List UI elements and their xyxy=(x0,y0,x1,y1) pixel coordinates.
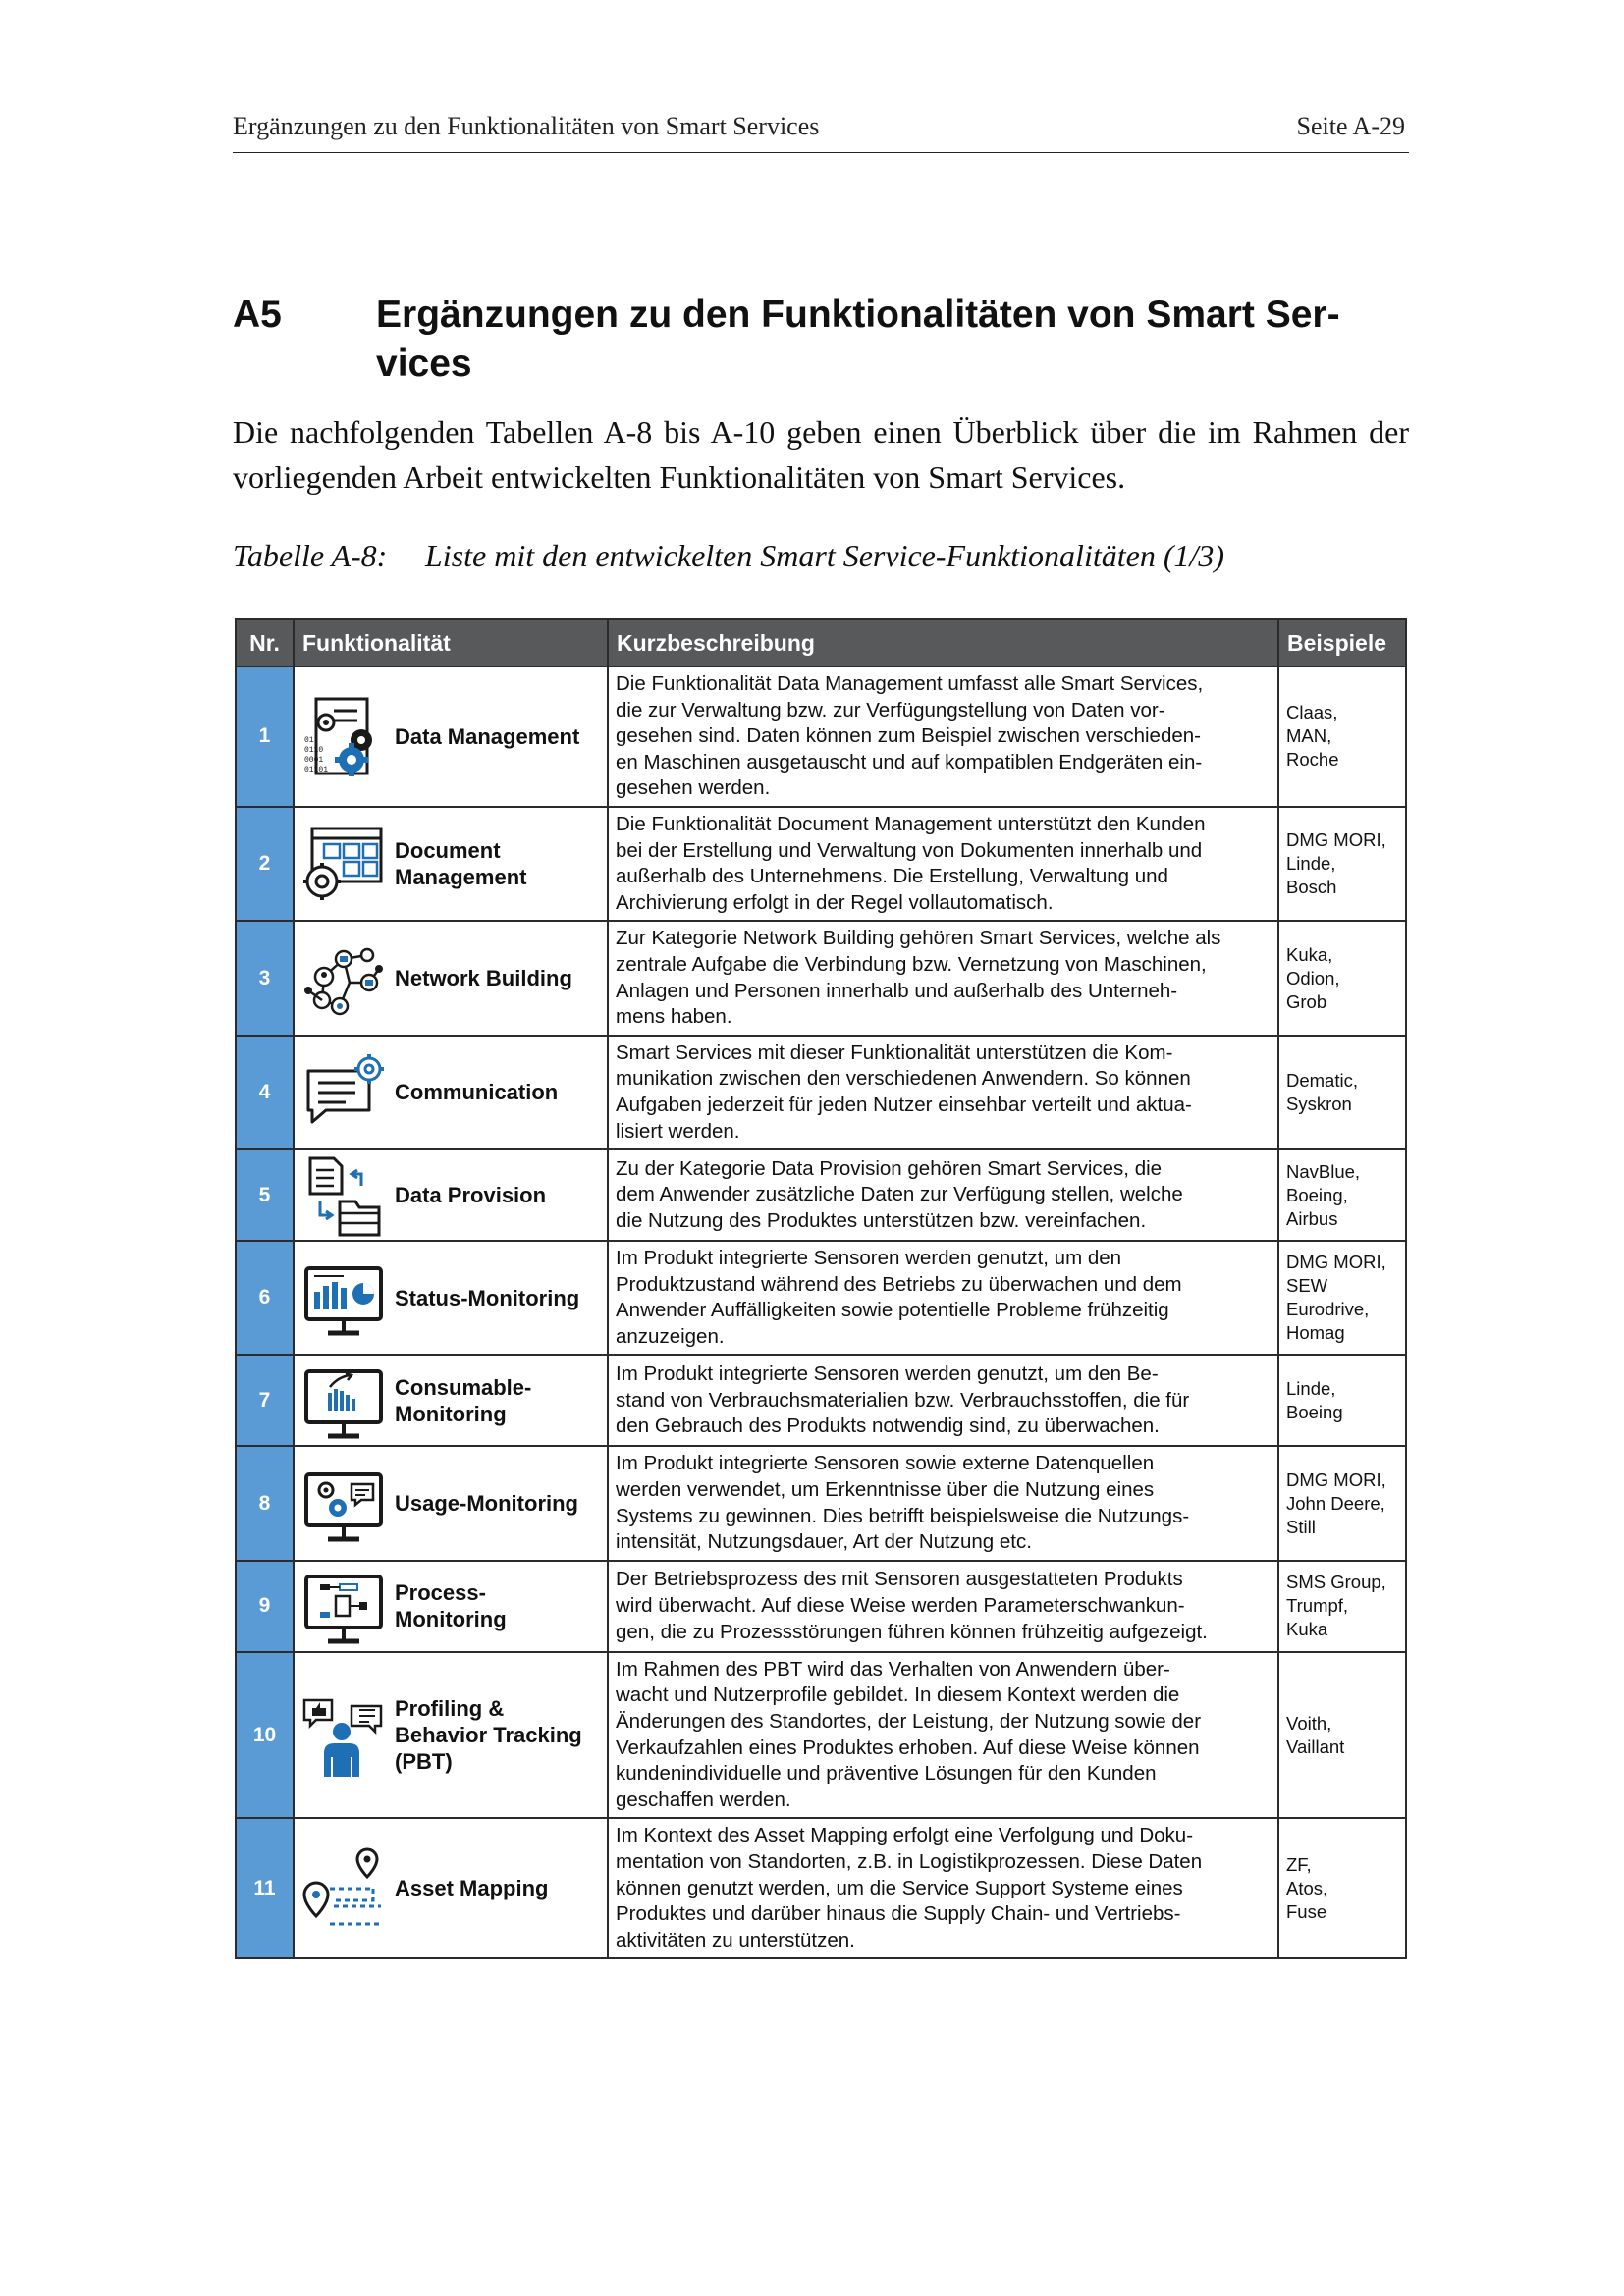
description-cell: Der Betriebsprozess des mit Sensoren ausgestatteten Produkts wird überwacht. Auf diese Weise werden Parameterschwankun- gen, die zu Prozessstörungen führen können frühzeitig aufgezeigt. xyxy=(608,1561,1278,1652)
functionality-cell xyxy=(294,1652,608,1819)
section-title: Ergänzungen zu den Funktionalitäten von Smart Ser- vices xyxy=(376,294,1340,385)
functionality-table xyxy=(235,618,1407,1959)
functionality-name: Consumable- Monitoring xyxy=(395,1374,532,1426)
header-examples: Beispiele xyxy=(1278,619,1406,667)
functionality-name: Document Management xyxy=(395,838,527,890)
row-number: 2 xyxy=(236,807,294,921)
row-number: 10 xyxy=(236,1652,294,1819)
examples-cell: Kuka, Odion, Grob xyxy=(1278,921,1406,1035)
monitor-chart-icon xyxy=(300,1255,387,1341)
table-caption-text: Liste mit den entwickelten Smart Service-Funktionalitäten (1/3) xyxy=(425,538,1225,573)
table-row xyxy=(236,807,1406,921)
monitor-process-icon xyxy=(300,1563,387,1649)
examples-cell: NavBlue, Boeing, Airbus xyxy=(1278,1149,1406,1241)
functionality-cell xyxy=(294,1561,608,1652)
svg-text:01: 01 xyxy=(304,736,314,746)
table-row xyxy=(236,1652,1406,1819)
description-cell: Im Rahmen des PBT wird das Verhalten von Anwendern über- wacht und Nutzerprofile gebildet. In diesem Kontext werden die Änderungen des Standortes, der Leistung, der Nutzung sowie der Verkaufzahlen eines Produktes erhoben. Auf diese Weise können kundenindividuelle und präventive Lösungen für den Kunden geschaffen werden. xyxy=(608,1652,1278,1819)
functionality-name: Data Provision xyxy=(395,1183,547,1208)
examples-cell: Linde, Boeing xyxy=(1278,1355,1406,1446)
examples-cell: Voith, Vaillant xyxy=(1278,1652,1406,1819)
table-row xyxy=(236,1036,1406,1149)
header-functionality: Funktionalität xyxy=(294,619,608,667)
user-feedback-icon xyxy=(300,1692,387,1779)
functionality-cell xyxy=(294,1036,608,1149)
row-number: 8 xyxy=(236,1446,294,1560)
svg-text:01101: 01101 xyxy=(304,766,329,775)
examples-cell: Claas, MAN, Roche xyxy=(1278,667,1406,807)
file-transfer-icon xyxy=(300,1152,387,1239)
table-row xyxy=(236,1818,1406,1958)
description-cell: Smart Services mit dieser Funktionalität unterstützen die Kom- munikation zwischen den verschiedenen Anwendern. So können Aufgaben jederzeit für jeden Nutzer einsehbar verteilt und aktua- lisiert werden. xyxy=(608,1036,1278,1149)
functionality-cell xyxy=(294,1241,608,1355)
section-number: A5 xyxy=(233,294,282,336)
examples-cell: Dematic, Syskron xyxy=(1278,1036,1406,1149)
table-row xyxy=(236,1561,1406,1652)
row-number: 3 xyxy=(236,921,294,1035)
functionality-name: Communication xyxy=(395,1080,559,1105)
table-header-row xyxy=(236,619,1406,667)
functionality-name: Asset Mapping xyxy=(395,1876,549,1901)
description-cell: Die Funktionalität Document Management unterstützt den Kunden bei der Erstellung und Verwaltung von Dokumenten innerhalb und außerhalb des Unternehmens. Die Erstellung, Verwaltung und Archivierung erfolgt in der Regel vollautomatisch. xyxy=(608,807,1278,921)
table-row xyxy=(236,1446,1406,1560)
functionality-cell xyxy=(294,667,608,807)
row-number: 9 xyxy=(236,1561,294,1652)
description-cell: Die Funktionalität Data Management umfasst alle Smart Services, die zur Verwaltung bzw. zur Verfügungstellung von Daten vor- gesehen sind. Daten können zum Beispiel zwischen verschieden- en Maschinen ausgetauscht und auf kompatiblen Endgeräten ein- gesehen werden. xyxy=(608,667,1278,807)
running-header xyxy=(233,110,1409,153)
row-number: 5 xyxy=(236,1149,294,1241)
description-cell: Im Produkt integrierte Sensoren werden genutzt, um den Be- stand von Verbrauchsmaterialien bzw. Verbrauchsstoffen, die für den Gebrauch des Produkts notwendig sind, zu überwachen. xyxy=(608,1355,1278,1446)
functionality-name: Usage-Monitoring xyxy=(395,1491,578,1517)
functionality-cell xyxy=(294,921,608,1035)
description-cell: Im Produkt integrierte Sensoren sowie externe Datenquellen werden verwendet, um Erkenntnisse über die Nutzung eines Systems zu gewinnen. Dies betrifft beispielsweise die Nutzungs- intensität, Nutzungsdauer, Art der Nutzung etc. xyxy=(608,1446,1278,1560)
functionality-name: Process- Monitoring xyxy=(395,1580,507,1632)
intro-paragraph: Die nachfolgenden Tabellen A-8 bis A-10 geben einen Überblick über die im Rahmen der vorliegenden Arbeit entwickelten Funktionalitäten von Smart Services. xyxy=(233,414,1409,495)
description-cell: Im Kontext des Asset Mapping erfolgt eine Verfolgung und Doku- mentation von Standorten, z.B. in Logistikprozessen. Diese Daten können genutzt werden, um die Service Support Systeme eines Produktes und darüber hinaus die Supply Chain- und Vertriebs- aktivitäten zu unterstützen. xyxy=(608,1818,1278,1958)
examples-cell: DMG MORI, Linde, Bosch xyxy=(1278,807,1406,921)
examples-cell: ZF, Atos, Fuse xyxy=(1278,1818,1406,1958)
header-nr: Nr. xyxy=(236,619,294,667)
svg-text:0110: 0110 xyxy=(304,746,324,756)
functionality-cell xyxy=(294,807,608,921)
monitor-consumable-icon xyxy=(300,1358,387,1444)
monitor-usage-icon xyxy=(300,1461,387,1547)
row-number: 11 xyxy=(236,1818,294,1958)
chat-gear-icon xyxy=(300,1049,387,1136)
table-caption xyxy=(233,538,1409,574)
table-row xyxy=(236,1149,1406,1241)
examples-cell: SMS Group, Trumpf, Kuka xyxy=(1278,1561,1406,1652)
functionality-name: Profiling & Behavior Tracking (PBT) xyxy=(395,1696,582,1775)
table-caption-label: Tabelle A-8: xyxy=(233,538,388,573)
page-number: Seite A-29 xyxy=(1296,112,1405,140)
examples-cell: DMG MORI, SEW Eurodrive, Homag xyxy=(1278,1241,1406,1355)
row-number: 1 xyxy=(236,667,294,807)
document-management-icon xyxy=(300,821,387,907)
description-cell: Zur Kategorie Network Building gehören Smart Services, welche als zentrale Aufgabe die Verbindung bzw. Vernetzung von Maschinen, Anlagen und Personen innerhalb und außerhalb des Unterneh- mens haben. xyxy=(608,921,1278,1035)
map-route-icon xyxy=(300,1845,387,1932)
description-cell: Zu der Kategorie Data Provision gehören Smart Services, die dem Anwender zusätzliche Daten zur Verfügung stellen, welche die Nutzung des Produktes unterstützen bzw. vereinfachen. xyxy=(608,1149,1278,1241)
functionality-name: Network Building xyxy=(395,966,572,991)
row-number: 6 xyxy=(236,1241,294,1355)
svg-text:0001: 0001 xyxy=(304,756,324,766)
description-cell: Im Produkt integrierte Sensoren werden genutzt, um den Produktzustand während des Betriebs zu überwachen und dem Anwender Auffälligkeiten sowie potentielle Probleme frühzeitig anzuzeigen. xyxy=(608,1241,1278,1355)
functionality-cell xyxy=(294,1149,608,1241)
functionality-name: Data Management xyxy=(395,723,580,749)
functionality-cell xyxy=(294,1355,608,1446)
examples-cell: DMG MORI, John Deere, Still xyxy=(1278,1446,1406,1560)
row-number: 7 xyxy=(236,1355,294,1446)
table-row xyxy=(236,921,1406,1035)
functionality-cell xyxy=(294,1446,608,1560)
functionality-name: Status-Monitoring xyxy=(395,1285,580,1310)
data-management-icon xyxy=(300,693,387,779)
header-description: Kurzbeschreibung xyxy=(608,619,1278,667)
row-number: 4 xyxy=(236,1036,294,1149)
functionality-cell xyxy=(294,1818,608,1958)
table-row xyxy=(236,1355,1406,1446)
table-row xyxy=(236,667,1406,807)
network-icon xyxy=(300,935,387,1022)
running-header-title: Ergänzungen zu den Funktionalitäten von Smart Services xyxy=(233,112,820,140)
table-row xyxy=(236,1241,1406,1355)
